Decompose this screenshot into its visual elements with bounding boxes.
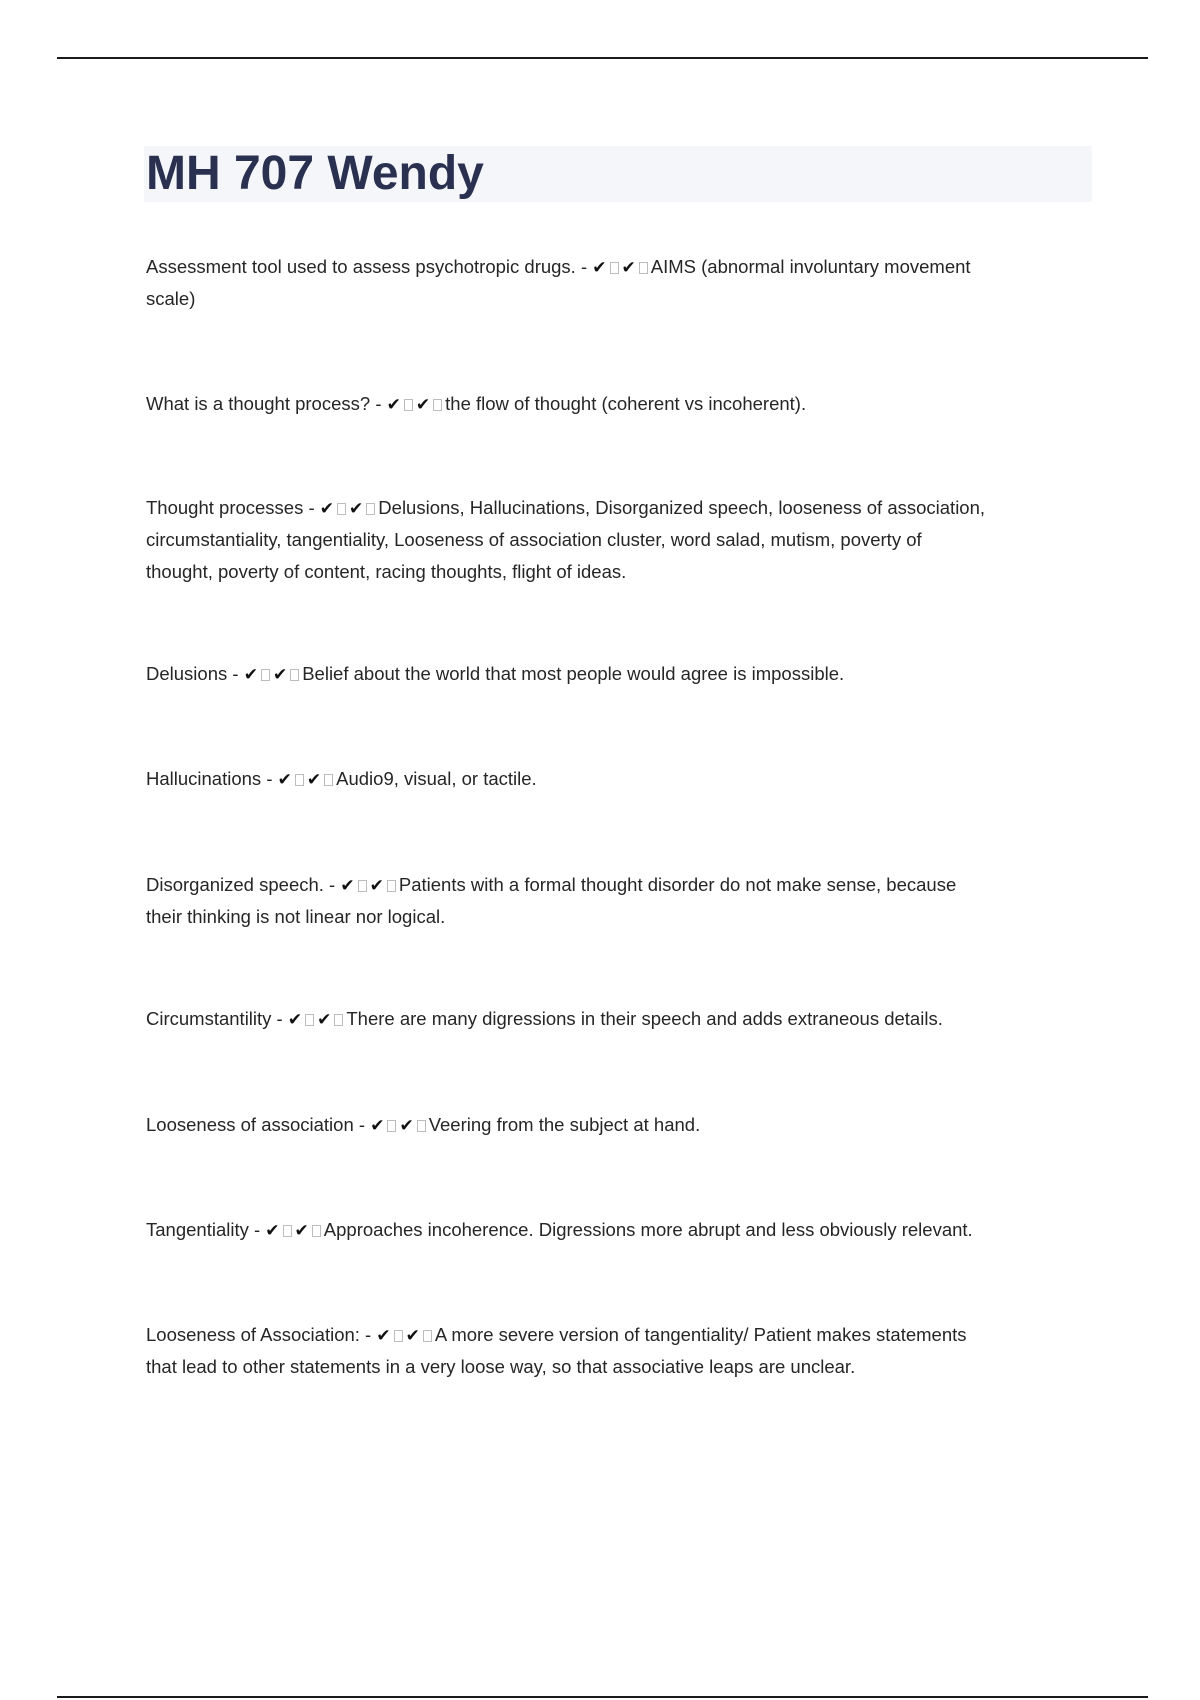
qa-term: Hallucinations xyxy=(146,768,262,789)
qa-definition: thought, poverty of content, racing thoughts, flight of ideas. xyxy=(146,561,627,582)
qa-line xyxy=(146,658,1086,690)
missing-glyph-icon xyxy=(290,669,299,681)
check-icon: ✔ xyxy=(340,876,355,896)
missing-glyph-icon xyxy=(387,1120,396,1132)
qa-separator: - xyxy=(359,1324,377,1345)
check-icon: ✔ xyxy=(317,1010,332,1030)
qa-separator: - xyxy=(323,874,341,895)
qa-line xyxy=(146,901,1086,933)
qa-line xyxy=(146,251,1086,283)
qa-term: Tangentiality xyxy=(146,1219,249,1240)
missing-glyph-icon xyxy=(394,1330,403,1342)
check-icon: ✔ xyxy=(405,1326,420,1346)
qa-separator: - xyxy=(261,768,278,789)
missing-glyph-icon xyxy=(305,1014,314,1026)
missing-glyph-icon xyxy=(358,880,367,892)
check-icon: ✔ xyxy=(294,1221,309,1241)
qa-line xyxy=(146,492,1086,524)
qa-definition: Audio9, visual, or tactile. xyxy=(336,768,537,789)
check-icon: ✔ xyxy=(319,499,335,519)
check-icon: ✔ xyxy=(399,1116,414,1136)
qa-entry xyxy=(146,869,1086,933)
qa-definition: Delusions, Hallucinations, Disorganized speech, looseness of association, xyxy=(378,497,986,518)
missing-glyph-icon xyxy=(404,399,413,411)
check-icon: ✔ xyxy=(415,395,431,415)
qa-line xyxy=(146,1003,1086,1035)
qa-definition: scale) xyxy=(146,288,196,309)
qa-term: Looseness of association xyxy=(146,1114,354,1135)
check-icon: ✔ xyxy=(306,770,322,790)
qa-entry xyxy=(146,1214,1086,1246)
qa-entry xyxy=(146,1319,1086,1383)
qa-line xyxy=(146,1319,1086,1351)
qa-definition: their thinking is not linear nor logical. xyxy=(146,906,446,927)
check-icon: ✔ xyxy=(349,499,364,519)
missing-glyph-icon xyxy=(423,1330,432,1342)
qa-definition: Veering from the subject at hand. xyxy=(428,1114,701,1135)
qa-term: Circumstantility xyxy=(146,1008,272,1029)
qa-term: Disorganized speech. xyxy=(146,874,324,895)
header-rule xyxy=(57,57,1148,59)
qa-term: Thought processes xyxy=(146,497,304,518)
check-icon: ✔ xyxy=(265,1221,280,1241)
qa-term: Assessment tool used to assess psychotropic drugs. xyxy=(146,256,576,277)
qa-entry xyxy=(146,492,1086,588)
missing-glyph-icon xyxy=(324,774,333,786)
qa-line xyxy=(146,763,1086,795)
qa-entry xyxy=(146,1109,1086,1141)
qa-term: Looseness of Association: xyxy=(146,1324,360,1345)
qa-line xyxy=(146,283,1086,315)
qa-term: What is a thought process? xyxy=(146,393,371,414)
check-icon: ✔ xyxy=(370,1116,385,1136)
check-icon: ✔ xyxy=(243,665,258,685)
qa-separator: - xyxy=(227,663,244,684)
footer-rule xyxy=(57,1696,1148,1698)
qa-line xyxy=(146,388,1086,420)
check-icon: ✔ xyxy=(369,876,384,896)
missing-glyph-icon xyxy=(295,774,304,786)
qa-separator: - xyxy=(248,1219,266,1240)
qa-entry xyxy=(146,388,1086,420)
qa-entry xyxy=(146,763,1086,795)
qa-definition: that lead to other statements in a very loose way, so that associative leaps are unclear. xyxy=(146,1356,856,1377)
qa-separator: - xyxy=(353,1114,371,1135)
missing-glyph-icon xyxy=(433,399,442,411)
qa-definition: Patients with a formal thought disorder do not make sense, because xyxy=(398,874,957,895)
qa-definition: the flow of thought (coherent vs incoherent). xyxy=(445,393,807,414)
qa-line xyxy=(146,1214,1086,1246)
missing-glyph-icon xyxy=(417,1120,426,1132)
missing-glyph-icon xyxy=(337,503,346,515)
check-icon: ✔ xyxy=(621,258,636,278)
qa-line xyxy=(146,524,1086,556)
missing-glyph-icon xyxy=(312,1225,321,1237)
qa-line xyxy=(146,1109,1086,1141)
check-icon: ✔ xyxy=(277,770,292,790)
qa-separator: - xyxy=(303,497,320,518)
check-icon: ✔ xyxy=(592,258,607,278)
check-icon: ✔ xyxy=(386,395,401,415)
check-icon: ✔ xyxy=(376,1326,391,1346)
missing-glyph-icon xyxy=(334,1014,343,1026)
title-banner xyxy=(144,146,1092,202)
qa-separator: - xyxy=(575,256,593,277)
qa-definition: There are many digressions in their speech and adds extraneous details. xyxy=(346,1008,943,1029)
page-title: MH 707 Wendy xyxy=(146,147,484,200)
qa-entry xyxy=(146,658,1086,690)
qa-definition: AIMS (abnormal involuntary movement xyxy=(650,256,971,277)
missing-glyph-icon xyxy=(261,669,270,681)
missing-glyph-icon xyxy=(610,262,619,274)
qa-separator: - xyxy=(370,393,387,414)
qa-definition: Belief about the world that most people would agree is impossible. xyxy=(302,663,845,684)
check-icon: ✔ xyxy=(287,1010,303,1030)
qa-line xyxy=(146,1351,1086,1383)
qa-separator: - xyxy=(271,1008,288,1029)
missing-glyph-icon xyxy=(387,880,396,892)
missing-glyph-icon xyxy=(639,262,648,274)
qa-entry xyxy=(146,1003,1086,1035)
qa-definition: A more severe version of tangentiality/ Patient makes statements xyxy=(434,1324,967,1345)
check-icon: ✔ xyxy=(272,665,288,685)
qa-term: Delusions xyxy=(146,663,228,684)
qa-line xyxy=(146,869,1086,901)
qa-line xyxy=(146,556,1086,588)
missing-glyph-icon xyxy=(283,1225,292,1237)
qa-definition: Approaches incoherence. Digressions more abrupt and less obviously relevant. xyxy=(323,1219,973,1240)
qa-definition: circumstantiality, tangentiality, Looseness of association cluster, word salad, mutism, poverty of xyxy=(146,529,922,550)
qa-entry xyxy=(146,251,1086,315)
missing-glyph-icon xyxy=(366,503,375,515)
